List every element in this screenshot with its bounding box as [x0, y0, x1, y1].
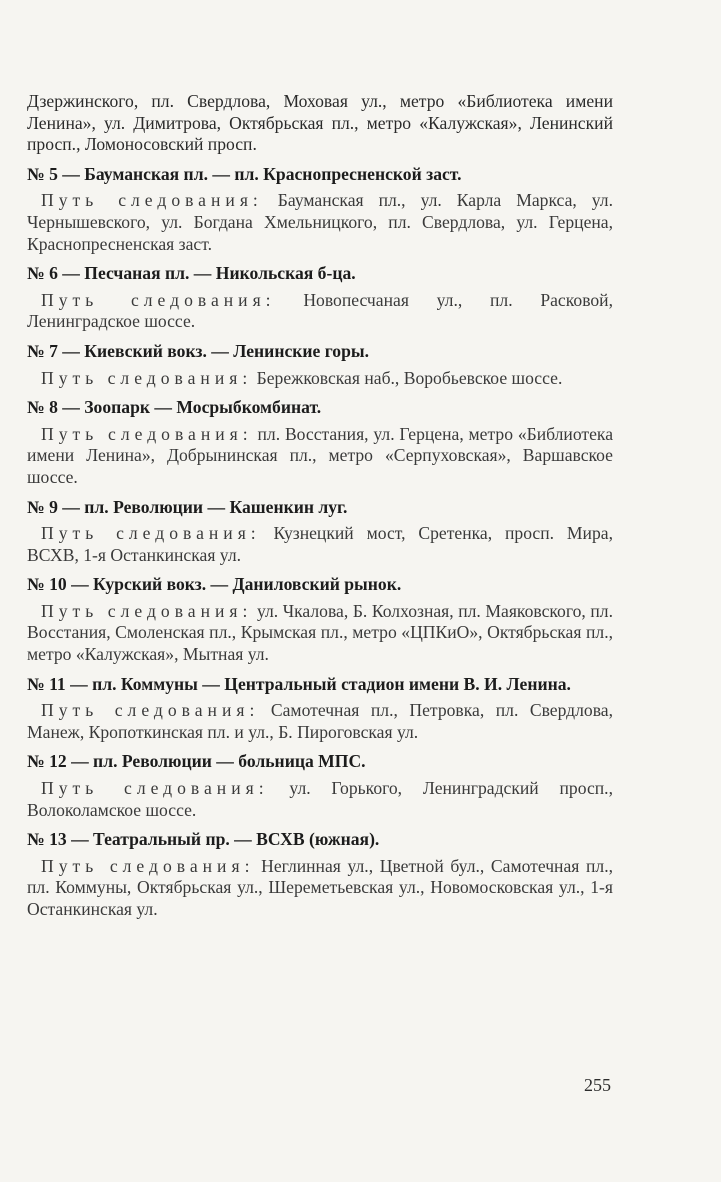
route-stops: пл. Восстания, ул. Герцена, метро «Библиотека имени Ленина», Добрынинская пл., метро «Серпуховская», Варшавское шоссе. — [27, 423, 614, 487]
route-13 — [27, 829, 613, 920]
route-stops: Бережковская наб., Воробьевское шоссе. — [256, 367, 563, 388]
route-lead: Путь следования: — [41, 600, 253, 621]
route-description — [27, 523, 613, 566]
route-lead: Путь следования: — [41, 700, 260, 721]
route-title: № 5 — Бауманская пл. — пл. Краснопресненской заст. — [27, 163, 462, 184]
route-title: № 11 — пл. Коммуны — Центральный стадион имени В. И. Ленина. — [27, 673, 571, 694]
route-description — [27, 778, 613, 821]
route-description — [27, 700, 613, 743]
route-title: № 12 — пл. Революции — больница МПС. — [27, 751, 366, 772]
route-stops: Кузнецкий мост, Сретенка, просп. Мира, ВСХВ, 1-я Останкинская ул. — [27, 523, 613, 565]
route-lead: Путь следования: — [41, 190, 263, 211]
intro-paragraph: Дзержинского, пл. Свердлова, Моховая ул., метро «Библиотека имени Ленина», ул. Димитрова, Октябрьская пл., метро «Калужская», Ленинский просп., Ломоносовский просп. — [27, 91, 613, 155]
route-description — [27, 856, 613, 921]
route-lead: Путь следования: — [41, 855, 255, 876]
route-description — [27, 601, 613, 666]
route-stops: Бауманская пл., ул. Карла Маркса, ул. Чернышевского, ул. Богдана Хмельницкого, пл. Свердлова, ул. Герцена, Краснопресненская заст. — [27, 190, 613, 254]
page-number: 255 — [584, 1075, 611, 1095]
route-lead: Путь следования: — [41, 778, 269, 799]
route-lead: Путь следования: — [41, 289, 276, 310]
route-stops: ул. Чкалова, Б. Колхозная, пл. Маяковского, пл. Восстания, Смоленская пл., Крымская пл., метро «ЦПКиО», Октябрьская пл., метро «Калужская», Мытная ул. — [27, 600, 613, 665]
route-5 — [27, 164, 613, 255]
route-10 — [27, 574, 613, 665]
route-8 — [27, 397, 613, 488]
route-stops: ул. Горького, Ленинградский просп., Волоколамское шоссе. — [27, 778, 613, 820]
route-title: № 9 — пл. Революции — Кашенкин луг. — [27, 496, 348, 517]
route-title: № 8 — Зоопарк — Мосрыбкомбинат. — [27, 397, 322, 418]
route-title: № 6 — Песчаная пл. — Никольская б-ца. — [27, 263, 356, 284]
route-11 — [27, 674, 613, 744]
route-stops: Новопесчаная ул., пл. Расковой, Ленинградское шоссе. — [27, 289, 613, 332]
route-description — [27, 368, 613, 390]
route-9 — [27, 497, 613, 567]
route-title: № 7 — Киевский вокз. — Ленинские горы. — [27, 340, 370, 361]
route-title: № 10 — Курский вокз. — Даниловский рынок. — [27, 574, 402, 595]
route-stops: Самотечная пл., Петровка, пл. Свердлова, Манеж, Кропоткинская пл. и ул., Б. Пироговская ул. — [27, 700, 613, 742]
route-7 — [27, 341, 613, 389]
route-lead: Путь следования: — [41, 423, 253, 444]
route-lead: Путь следования: — [41, 523, 261, 544]
route-6 — [27, 263, 613, 333]
page-text — [27, 91, 613, 921]
route-description — [27, 290, 613, 333]
route-title: № 13 — Театральный пр. — ВСХВ (южная). — [27, 829, 380, 850]
route-lead: Путь следования: — [41, 367, 253, 388]
route-description — [27, 190, 613, 255]
route-12 — [27, 751, 613, 821]
route-stops: Неглинная ул., Цветной бул., Самотечная пл., пл. Коммуны, Октябрьская ул., Шереметьевская ул., Новомосковская ул., 1-я Останкинская ул. — [27, 855, 614, 919]
route-description — [27, 424, 613, 489]
